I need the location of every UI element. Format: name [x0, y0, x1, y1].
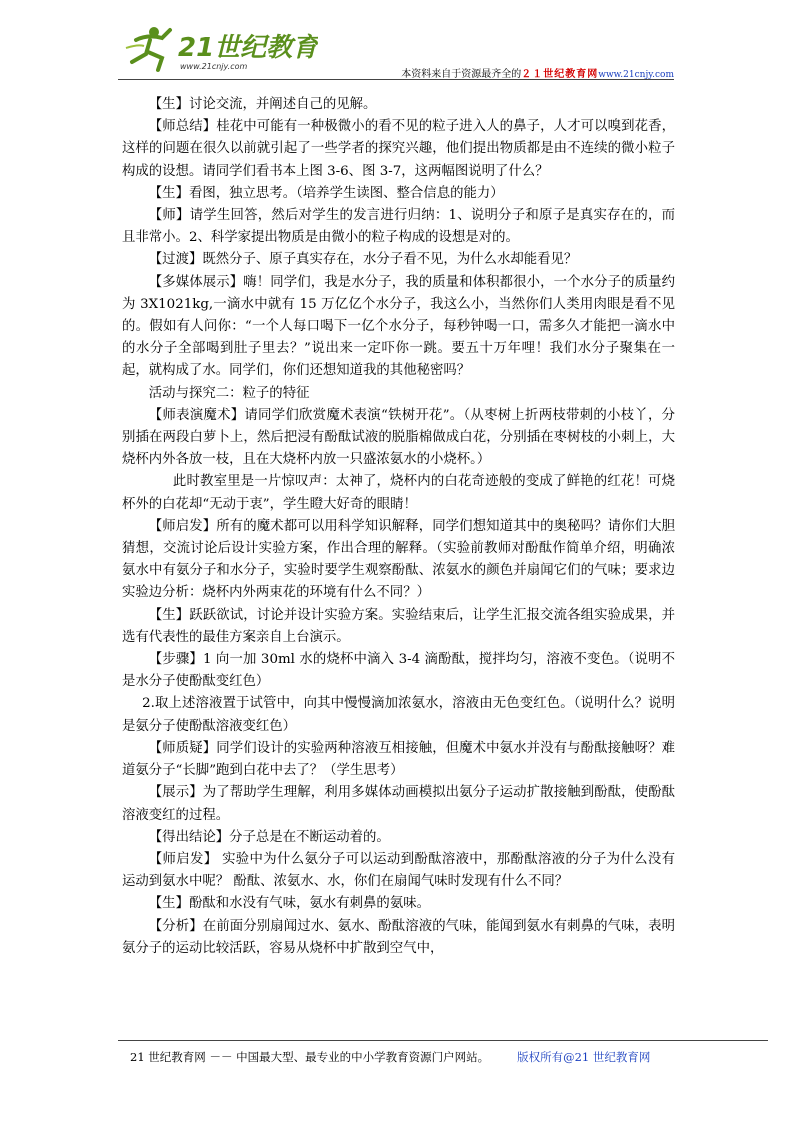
paragraph: 【分析】在前面分别扇闻过水、氨水、酚酞溶液的气味，能闻到氨水有刺鼻的气味，表明氨分子的运动比较活跃，容易从烧杯中扩散到空气中，	[122, 918, 675, 956]
paragraph: 【师启发】所有的魔术都可以用科学知识解释，同学们想知道其中的奥秘吗？请你们大胆猜想，交流讨论后设计实验方案，作出合理的解释。（实验前教师对酚酞作简单介绍，明确浓氨水中有氨分子和水分子，实验时要学生观察酚酞、浓氨水的颜色并扇闻它们的气味；要求边实验边分析：烧杯内外两束花的环境有什么不同？）	[122, 518, 675, 601]
page-footer	[130, 1049, 650, 1065]
footer-left-text: 21 世纪教育网 －－ 中国最大型、最专业的中小学教育资源门户网站。	[130, 1050, 490, 1064]
paragraph: 【步骤】1 向一加 30ml 水的烧杯中滴入 3-4 滴酚酞，搅拌均匀，溶液不变色。（说明不是水分子使酚酞变红色）	[122, 652, 675, 690]
paragraph: 【师表演魔术】请同学们欣赏魔术表演“铁树开花”。（从枣树上折两枝带刺的小枝丫，分别插在两段白萝卜上，然后把浸有酚酞试液的脱脂棉做成白花，分别插在枣树枝的小刺上，大烧杯内外各放一枝，且在大烧杯内放一只盛浓氨水的小烧杯。）	[122, 407, 675, 468]
footer-divider	[118, 1040, 768, 1041]
document-body	[122, 94, 675, 960]
paragraph: 此时教室里是一片惊叹声：太神了，烧杯内的白花奇迹般的变成了鲜艳的红花！可烧杯外的白花却“无动于衷”，学生瞪大好奇的眼睛！	[122, 474, 675, 512]
header-url-link[interactable]: www.21cnjy.com	[598, 70, 674, 80]
paragraph: 【师总结】桂花中可能有一种极微小的看不见的粒子进入人的鼻子，人才可以嗅到花香，这样的问题在很久以前就引起了一些学者的探究兴趣，他们提出物质都是由不连续的微小粒子构成的设想。请同学们看书本上图 3-6、图 3-7，这两幅图说明了什么？	[122, 119, 675, 179]
header-brand-link[interactable]: ２１世纪教育网	[521, 69, 599, 80]
paragraph: 【生】讨论交流，并阐述自己的见解。	[148, 97, 377, 112]
paragraph: 【展示】为了帮助学生理解，利用多媒体动画模拟出氨分子运动扩散接触到酚酞，使酚酞溶液变红的过程。	[122, 785, 675, 823]
paragraph: 【师质疑】同学们设计的实验两种溶液互相接触，但魔术中氨水并没有与酚酞接触呀？难道氨分子“长脚”跑到白花中去了？（学生思考）	[122, 740, 675, 779]
footer-copyright-link[interactable]: 版权所有@21 世纪教育网	[517, 1050, 651, 1064]
paragraph: 2.取上述溶液置于试管中，向其中慢慢滴加浓氨水，溶液由无色变红色。（说明什么？说明是氨分子使酚酞溶液变红色）	[122, 696, 675, 734]
paragraph: 【过渡】既然分子、原子真实存在，水分子看不见，为什么水却能看见？	[148, 252, 578, 268]
paragraph: 【生】跃跃欲试，讨论并设计实验方案。实验结束后，让学生汇报交流各组实验成果，并选有代表性的最佳方案亲自上台演示。	[122, 607, 675, 645]
section-heading: 活动与探究二：粒子的特征	[148, 385, 310, 401]
paragraph: 【师启发】 实验中为什么氨分子可以运动到酚酞溶液中，那酚酞溶液的分子为什么没有运动到氨水中呢？ 酚酞、浓氨水、水，你们在扇闻气味时发现有什么不同？	[122, 851, 675, 890]
header-note-prefix: 本资料来自于资源最齐全的	[401, 69, 522, 80]
site-logo	[118, 18, 318, 76]
svg-text:21世纪教育: 21世纪教育	[178, 33, 318, 63]
header-divider	[118, 79, 674, 80]
header-note	[401, 65, 674, 80]
page-header	[118, 18, 674, 80]
paragraph: 【生】看图，独立思考。（培养学生读图、整合信息的能力）	[148, 185, 504, 201]
paragraph: 【生】酚酞和水没有气味，氨水有刺鼻的氨味。	[148, 896, 430, 912]
logo-url: www.21cnjy.com	[180, 62, 248, 71]
paragraph: 【师】请学生回答，然后对学生的发言进行归纳：1、说明分子和原子是真实存在的，而且非常小。2、科学家提出物质是由微小的粒子构成的设想是对的。	[122, 208, 675, 246]
paragraph: 【多媒体展示】嗨！同学们，我是水分子，我的质量和体积都很小，一个水分子的质量约为 3X1021kg,一滴水中就有 15 万亿亿个水分子，我这么小，当然你们人类用肉眼是看不见的。假如有人问你：“一个人每口喝下一亿个水分子，每秒钟喝一口，需多久才能把一滴水中的水分子全部喝到肚子里去？”说出来一定吓你一跳。要五十万年哩！我们水分子聚集在一起，就构成了水。同学们，你们还想知道我的其他秘密吗？	[122, 274, 675, 379]
paragraph: 【得出结论】分子总是在不断运动着的。	[148, 829, 390, 845]
